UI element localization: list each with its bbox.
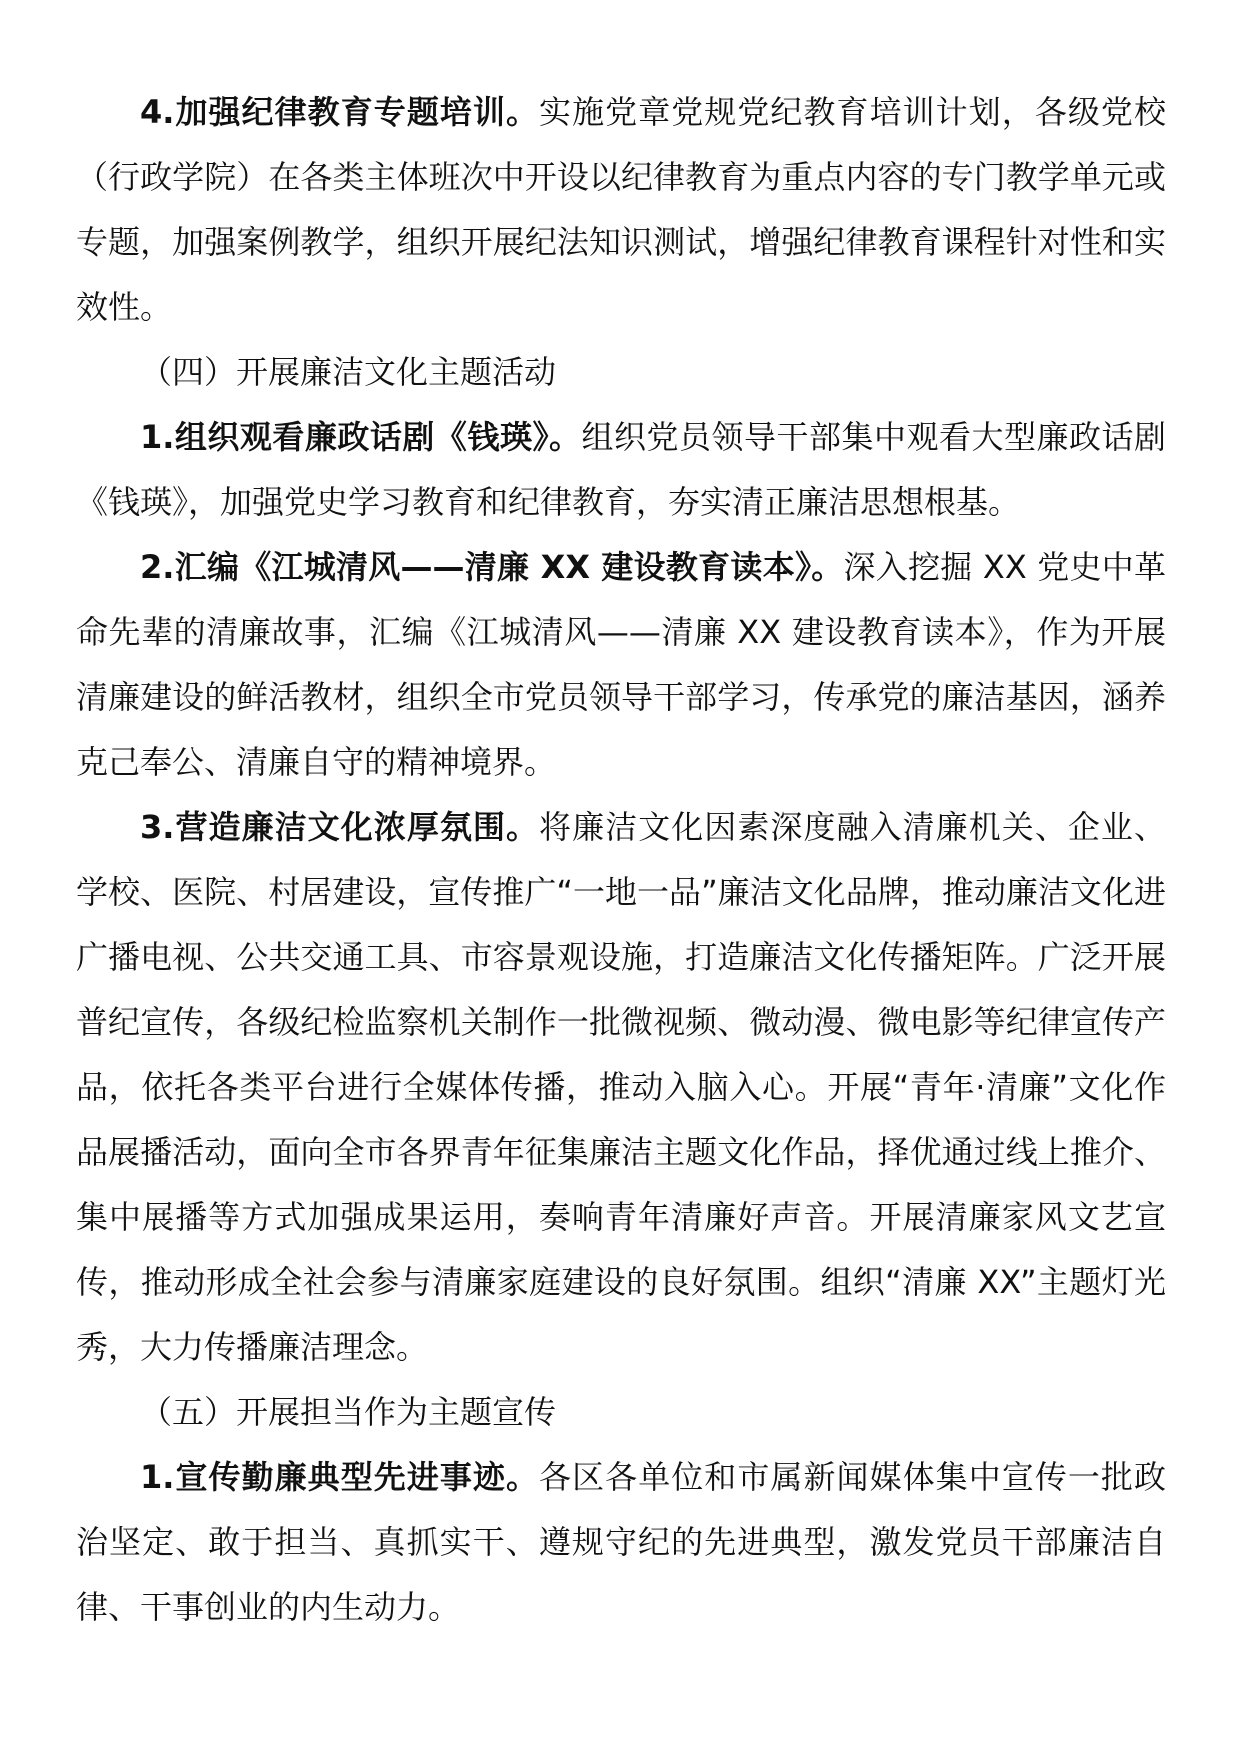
paragraph-compile-reader xyxy=(76,535,1166,795)
item-body: 深入挖掘 XX 党史中革命先辈的清廉故事，汇编《江城清风——清廉 XX 建设教育读本》，作为开展清廉建设的鲜活教材，组织全市党员领导干部学习，传承党的廉洁基因，涵养克己奉公、清廉自守的精神境界。 xyxy=(76,548,1166,781)
document-page xyxy=(76,80,1166,1640)
item-title: 1.宣传勤廉典型先进事迹。 xyxy=(140,1458,540,1496)
item-title: 2.汇编《江城清风——清廉 XX 建设教育读本》。 xyxy=(140,548,844,586)
item-title: 3.营造廉洁文化浓厚氛围。 xyxy=(140,808,540,846)
item-body: 各区各单位和市属新闻媒体集中宣传一批政治坚定、敢于担当、真抓实干、遵规守纪的先进典型，激发党员干部廉洁自律、干事创业的内生动力。 xyxy=(76,1458,1166,1626)
item-title: 1.组织观看廉政话剧《钱瑛》。 xyxy=(140,418,582,456)
section-heading-responsibility-publicity: （五）开展担当作为主题宣传 xyxy=(140,1393,557,1431)
item-title: 4.加强纪律教育专题培训。 xyxy=(140,93,540,131)
paragraph-watch-drama xyxy=(76,405,1166,535)
section-heading-integrity-culture: （四）开展廉洁文化主题活动 xyxy=(140,353,557,391)
item-body: 实施党章党规党纪教育培训计划，各级党校（行政学院）在各类主体班次中开设以纪律教育为重点内容的专门教学单元或专题，加强案例教学，组织开展纪法知识测试，增强纪律教育课程针对性和实效性。 xyxy=(76,93,1166,326)
item-body: 将廉洁文化因素深度融入清廉机关、企业、学校、医院、村居建设，宣传推广“一地一品”廉洁文化品牌，推动廉洁文化进广播电视、公共交通工具、市容景观设施，打造廉洁文化传播矩阵。广泛开展普纪宣传，各级纪检监察机关制作一批微视频、微动漫、微电影等纪律宣传产品，依托各类平台进行全媒体传播，推动入脑入心。开展“青年·清廉”文化作品展播活动，面向全市各界青年征集廉洁主题文化作品，择优通过线上推介、集中展播等方式加强成果运用，奏响青年清廉好声音。开展清廉家风文艺宣传，推动形成全社会参与清廉家庭建设的良好氛围。组织“清廉 XX”主题灯光秀，大力传播廉洁理念。 xyxy=(76,808,1166,1366)
item-body: 组织党员领导干部集中观看大型廉政话剧《钱瑛》，加强党史学习教育和纪律教育，夯实清正廉洁思想根基。 xyxy=(76,418,1166,521)
paragraph-culture-atmosphere xyxy=(76,795,1166,1380)
paragraph-publicize-models xyxy=(76,1445,1166,1640)
paragraph-discipline-training xyxy=(76,80,1166,340)
